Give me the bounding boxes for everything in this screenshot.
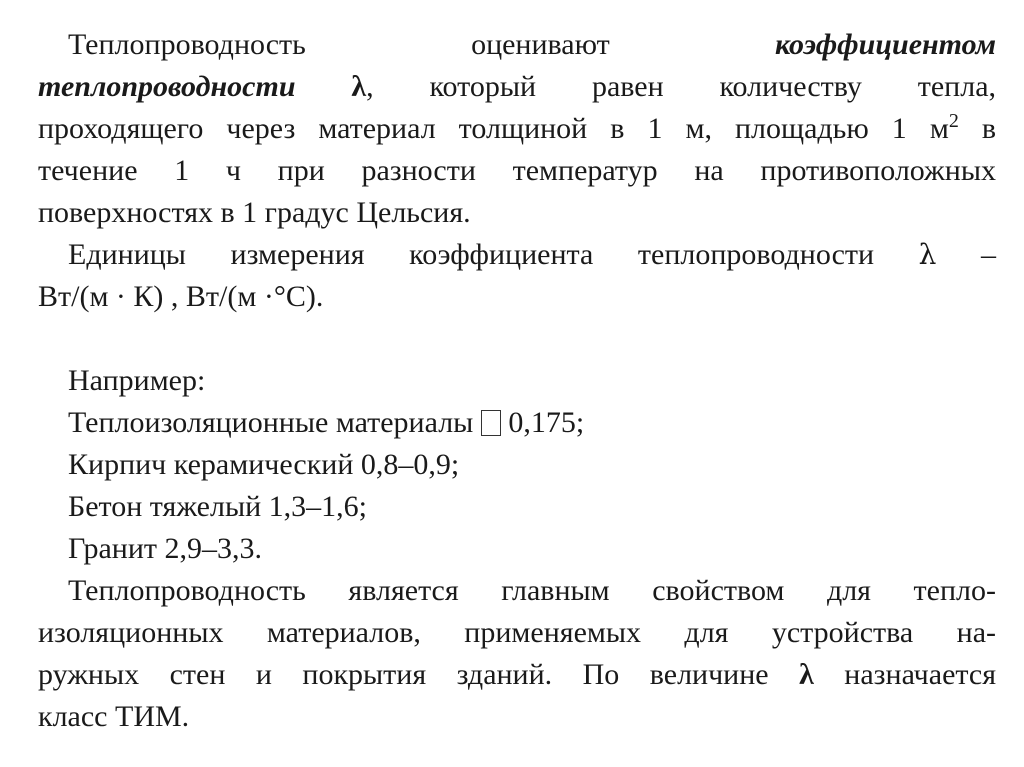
- term-emphasis: коэффициентом: [774, 28, 997, 61]
- units-line-2: Вт/(м · К) , Вт/(м ·°С).: [38, 280, 324, 313]
- units-line-1: [38, 234, 996, 276]
- example-item: Гранит 2,9–3,3.: [68, 532, 262, 565]
- text-segment: Единицы измерения коэффициента теплопроводности: [68, 238, 875, 271]
- definition-line-2: [38, 66, 996, 108]
- units-paragraph: [38, 234, 996, 318]
- definition-line-5: поверхностях в 1 градус Цельсия.: [38, 196, 471, 229]
- conclusion-line-1: Теплопроводность является главным свойством для тепло-: [68, 574, 996, 607]
- conclusion-paragraph: [38, 570, 996, 738]
- examples-heading: Например:: [68, 364, 206, 397]
- term-emphasis: теплопроводности: [38, 70, 296, 103]
- text-segment: назначается: [844, 658, 996, 691]
- text-segment: Теплоизоляционные материалы: [68, 406, 474, 439]
- text-segment: в: [958, 112, 996, 145]
- text-segment: оценивают: [471, 28, 610, 61]
- definition-paragraph: [38, 24, 996, 234]
- examples-list: [38, 360, 996, 570]
- lambda-symbol: λ: [799, 658, 814, 691]
- conclusion-line-4: класс ТИМ.: [38, 700, 190, 733]
- text-segment: проходящего через материал толщиной в 1 м, площадью 1 м: [38, 112, 949, 145]
- example-item: [38, 402, 996, 444]
- conclusion-line-3: [38, 654, 996, 696]
- missing-glyph-icon: [481, 410, 501, 436]
- text-segment: ружных стен и покрытия зданий. По величине: [38, 658, 769, 691]
- text-segment: 0,175;: [508, 406, 585, 439]
- lambda-symbol: λ: [918, 238, 937, 271]
- example-item: Бетон тяжелый 1,3–1,6;: [68, 490, 367, 523]
- text-segment: , который равен количеству тепла,: [366, 70, 997, 103]
- definition-line-1: [38, 24, 996, 66]
- lambda-symbol: λ: [351, 70, 367, 103]
- example-item: Кирпич керамический 0,8–0,9;: [68, 448, 460, 481]
- conclusion-line-2: изоляционных материалов, применяемых для устройства на-: [38, 616, 996, 649]
- definition-line-4: течение 1 ч при разности температур на противоположных: [38, 154, 996, 187]
- definition-line-3: [38, 108, 996, 150]
- dash: –: [981, 238, 997, 271]
- blank-line: [38, 318, 996, 360]
- superscript: 2: [948, 110, 959, 132]
- text-segment: Теплопроводность: [68, 28, 306, 61]
